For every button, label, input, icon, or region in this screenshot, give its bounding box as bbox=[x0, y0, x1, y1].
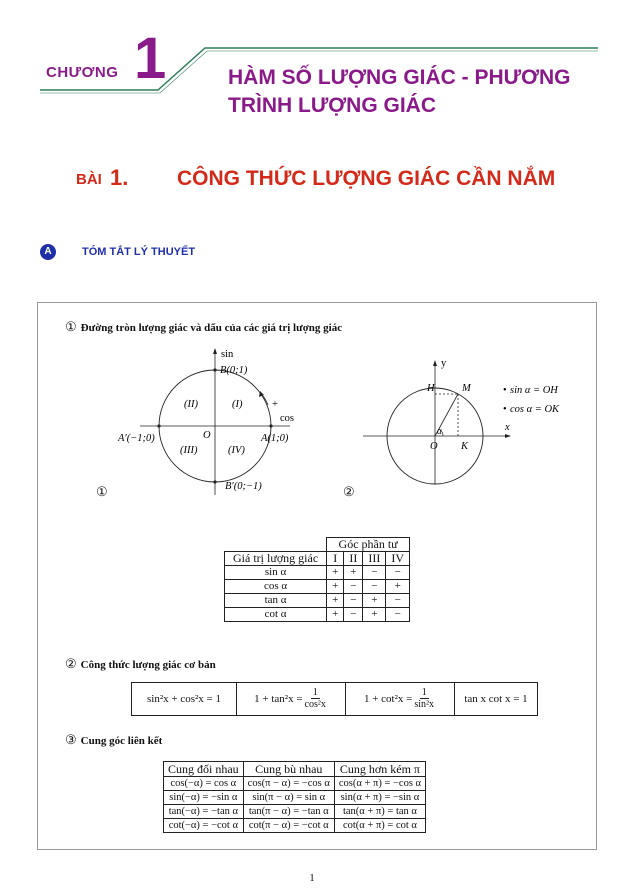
lesson-label: BÀI bbox=[76, 171, 102, 188]
formula-cot bbox=[346, 683, 455, 715]
angle-alpha: α bbox=[437, 426, 442, 436]
table-cell: cos(π − α) = −cos α bbox=[243, 777, 334, 791]
quadrant-header: IV bbox=[386, 552, 410, 566]
point-H: H bbox=[427, 383, 435, 394]
part1-heading bbox=[65, 318, 342, 336]
point-K: K bbox=[461, 441, 469, 452]
section-title: TÓM TẮT LÝ THUYẾT bbox=[82, 246, 196, 258]
function-cell: cos α bbox=[225, 580, 327, 594]
formula-tan bbox=[237, 683, 346, 715]
table-cell: tan(−α) = −tan α bbox=[164, 805, 244, 819]
y-axis-label: y bbox=[441, 358, 447, 369]
cos-axis-label: cos bbox=[280, 413, 294, 424]
point-A: A(1;0) bbox=[261, 433, 289, 444]
table-row bbox=[225, 580, 410, 594]
table-cell: tan(π − α) = −tan α bbox=[243, 805, 334, 819]
quadrant-III-label: (III) bbox=[180, 445, 198, 456]
sign-cell: − bbox=[386, 608, 410, 622]
sign-cell: − bbox=[344, 594, 363, 608]
formula-tan-lhs: 1 + tan²x = bbox=[254, 693, 303, 705]
sign-cell: + bbox=[327, 594, 344, 608]
quadrant-group-header: Góc phần tư bbox=[327, 538, 410, 552]
table-row bbox=[164, 777, 426, 791]
column-header: Cung bù nhau bbox=[243, 762, 334, 777]
sign-cell: + bbox=[363, 608, 386, 622]
sin-axis-label: sin bbox=[221, 349, 234, 360]
section-badge: A bbox=[40, 244, 56, 260]
origin-O: O bbox=[203, 430, 211, 441]
table-row bbox=[225, 608, 410, 622]
lesson-number: 1. bbox=[110, 165, 129, 190]
formula-cot-num: 1 bbox=[421, 687, 427, 698]
part3-marker: ③ bbox=[65, 732, 77, 747]
part2-heading bbox=[65, 655, 216, 673]
table-row bbox=[225, 566, 410, 580]
sign-cell: + bbox=[386, 580, 410, 594]
sign-cell: + bbox=[363, 594, 386, 608]
formula-cot-den: sin²x bbox=[414, 699, 435, 710]
part3-title: Cung góc liên kết bbox=[80, 735, 163, 747]
table-cell: cos(−α) = cos α bbox=[164, 777, 244, 791]
table-row bbox=[164, 819, 426, 833]
basic-formulas-box bbox=[131, 682, 538, 716]
table-cell: cos(α + π) = −cos α bbox=[334, 777, 425, 791]
chapter-number: 1 bbox=[134, 26, 167, 91]
column-header: Cung đối nhau bbox=[164, 762, 244, 777]
function-cell: sin α bbox=[225, 566, 327, 580]
sign-cell: − bbox=[363, 580, 386, 594]
part2-title: Công thức lượng giác cơ bản bbox=[80, 659, 216, 671]
table-cell: tan(α + π) = tan α bbox=[334, 805, 425, 819]
part1-marker: ① bbox=[65, 319, 77, 334]
table-cell: cot(π − α) = −cot α bbox=[243, 819, 334, 833]
cos-equation: cos α = OK bbox=[510, 404, 560, 415]
formula-cot-lhs: 1 + cot²x = bbox=[363, 693, 413, 705]
point-B-prime: B′(0;−1) bbox=[225, 481, 262, 492]
table-cell: sin(α + π) = −sin α bbox=[334, 791, 425, 805]
column-header: Cung hơn kém π bbox=[334, 762, 425, 777]
formula-cot-fraction bbox=[414, 687, 434, 711]
formula-tancot: tan x cot x = 1 bbox=[464, 693, 528, 705]
table-cell: cot(−α) = −cot α bbox=[164, 819, 244, 833]
figure1-caption: ① bbox=[96, 484, 108, 499]
sign-table bbox=[224, 537, 410, 622]
positive-direction-label: + bbox=[272, 399, 278, 410]
quadrant-IV-label: (IV) bbox=[228, 445, 245, 456]
table-row bbox=[164, 805, 426, 819]
formula-tan-den: cos²x bbox=[304, 699, 326, 710]
table-cell: sin(−α) = −sin α bbox=[164, 791, 244, 805]
sign-cell: + bbox=[344, 566, 363, 580]
function-cell: cot α bbox=[225, 608, 327, 622]
table-row bbox=[164, 791, 426, 805]
sign-cell: − bbox=[344, 580, 363, 594]
sign-cell: + bbox=[327, 566, 344, 580]
part2-marker: ② bbox=[65, 656, 77, 671]
quadrant-header: I bbox=[327, 552, 344, 566]
formula-pythagorean: sin²x + cos²x = 1 bbox=[132, 683, 237, 715]
point-A-prime: A′(−1;0) bbox=[118, 433, 155, 444]
point-M: M bbox=[462, 383, 471, 394]
figure2-caption: ② bbox=[343, 484, 355, 499]
quadrant-header: II bbox=[344, 552, 363, 566]
chapter-title-line1: HÀM SỐ LƯỢNG GIÁC - PHƯƠNG bbox=[228, 66, 571, 89]
sign-cell: + bbox=[327, 580, 344, 594]
part3-heading bbox=[65, 731, 162, 749]
related-angles-table bbox=[163, 761, 426, 833]
lesson-title: CÔNG THỨC LƯỢNG GIÁC CẦN NẮM bbox=[177, 167, 556, 190]
x-axis-label: x bbox=[505, 422, 510, 433]
sign-cell: − bbox=[344, 608, 363, 622]
chapter-title-line2: TRÌNH LƯỢNG GIÁC bbox=[228, 93, 436, 117]
projection-figure bbox=[355, 350, 585, 490]
sign-cell: − bbox=[363, 566, 386, 580]
page-number: 1 bbox=[309, 872, 315, 884]
table-cell: sin(π − α) = sin α bbox=[243, 791, 334, 805]
chapter-title bbox=[228, 64, 608, 120]
quadrant-II-label: (II) bbox=[184, 399, 198, 410]
part1-title: Đường tròn lượng giác và dấu của các giá trị lượng giác bbox=[80, 322, 343, 334]
formula-tan-fraction bbox=[305, 687, 326, 711]
cos-bullet: • bbox=[503, 404, 507, 415]
table-cell: cot(α + π) = cot α bbox=[334, 819, 425, 833]
point-B: B(0;1) bbox=[220, 365, 248, 376]
chapter-label: CHƯƠNG bbox=[46, 64, 119, 81]
sin-equation: sin α = OH bbox=[510, 385, 558, 396]
quadrant-header: III bbox=[363, 552, 386, 566]
sign-table-corner bbox=[225, 538, 327, 552]
unit-circle-figure bbox=[110, 345, 330, 505]
quadrant-I-label: (I) bbox=[232, 399, 243, 410]
table-row bbox=[225, 594, 410, 608]
sign-cell: − bbox=[386, 566, 410, 580]
row-header: Giá trị lượng giác bbox=[225, 552, 327, 566]
origin-O2: O bbox=[430, 441, 438, 452]
sign-cell: + bbox=[327, 608, 344, 622]
sign-cell: − bbox=[386, 594, 410, 608]
sin-bullet: • bbox=[503, 385, 507, 396]
formula-tan-num: 1 bbox=[312, 687, 318, 698]
function-cell: tan α bbox=[225, 594, 327, 608]
